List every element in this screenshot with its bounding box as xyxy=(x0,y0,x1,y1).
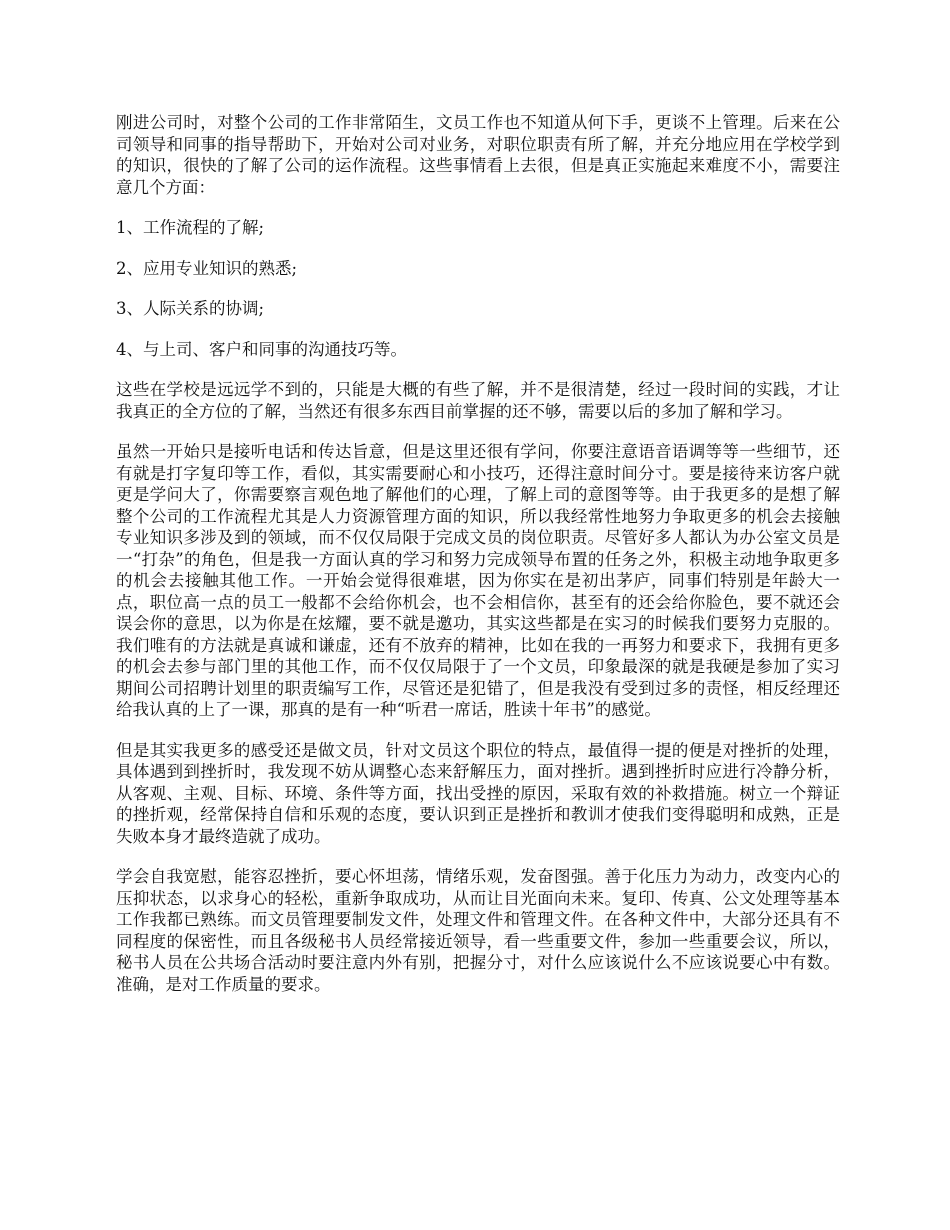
list-item-2: 2、应用专业知识的熟悉; xyxy=(116,258,298,278)
paragraph-setbacks: 但是其实我更多的感受还是做文员，针对文员这个职位的特点，最值得一提的便是对挫折的处理，具体遇到到挫折时，我发现不妨从调整心态来舒解压力，面对挫折。遇到挫折时应进行冷静分析，从客观、主观、目标、环境、条件等方面，找出受挫的原因，采取有效的补救措施。树立一个辩证的挫折观，经常保持自信和乐观的态度，要认识到正是挫折和教训才使我们变得聪明和成熟，正是失败本身才最终造就了成功。 xyxy=(116,740,840,846)
paragraph-daily-work: 虽然一开始只是接听电话和传达旨意，但是这里还很有学问，你要注意语音语调等等一些细节，还有就是打字复印等工作，看似，其实需要耐心和小技巧，还得注意时间分寸。要是接待来访客户就更是学问大了，你需要察言观色地了解他们的心理，了解上司的意图等等。由于我更多的是想了解整个公司的工作流程尤其是人力资源管理方面的知识，所以我经常性地努力争取更多的机会去接触专业知识多涉及到的领域，而不仅仅局限于完成文员的岗位职责。尽管好多人都认为办公室文员是一“打杂”的角色，但是我一方面认真的学习和努力完成领导布置的任务之外，积极主动地争取更多的机会去接触其他工作。一开始会觉得很难堪，因为你实在是初出茅庐，同事们特别是年龄大一点，职位高一点的员工一般都不会给你机会，也不会相信你，甚至有的还会给你脸色，要不就还会误会你的意思，以为你是在炫耀，要不就是邀功，其实这些都是在实习的时候我们要努力克服的。我们唯有的方法就是真诚和谦虚，还有不放弃的精神，比如在我的一再努力和要求下，我拥有更多的机会去参与部门里的其他工作，而不仅仅局限于了一个文员，印象最深的就是我硬是参加了实习期间公司招聘计划里的职责编写工作，尽管还是犯错了，但是我没有受到过多的责怪，相反经理还给我认真的上了一课，那真的是有一种“听君一席话，胜读十年书”的感觉。 xyxy=(116,442,840,719)
document-body xyxy=(116,112,840,1014)
list-item-3: 3、人际关系的协调; xyxy=(116,299,265,318)
list-item-1: 1、工作流程的了解; xyxy=(116,218,265,237)
paragraph-self-comfort: 学会自我宽慰，能容忍挫折，要心怀坦荡，情绪乐观，发奋图强。善于化压力为动力，改变内心的压抑状态，以求身心的轻松，重新争取成功，从而让目光面向未来。复印、传真、公文处理等基本工作我都已熟练。而文员管理要制发文件，处理文件和管理文件。在各种文件中，大部分还具有不同程度的保密性，而且各级秘书人员经常接近领导，看一些重要文件，参加一些重要会议，所以，秘书人员在公共场合活动时要注意内外有别，把握分寸，对什么应该说什么不应该说要心中有数。准确，是对工作质量的要求。 xyxy=(116,867,840,994)
list-item-4: 4、与上司、客户和同事的沟通技巧等。 xyxy=(116,339,407,359)
paragraph-school-learning: 这些在学校是远远学不到的，只能是大概的有些了解，并不是很清楚，经过一段时间的实践，才让我真正的全方位的了解，当然还有很多东西目前掌握的还不够，需要以后的多加了解和学习。 xyxy=(116,380,840,421)
intro-paragraph: 刚进公司时，对整个公司的工作非常陌生，文员工作也不知道从何下手，更谈不上管理。后来在公司领导和同事的指导帮助下，开始对公司对业务，对职位职责有所了解，并充分地应用在学校学到的知识，很快的了解了公司的运作流程。这些事情看上去很，但是真正实施起来难度不小，需要注意几个方面： xyxy=(116,113,840,197)
